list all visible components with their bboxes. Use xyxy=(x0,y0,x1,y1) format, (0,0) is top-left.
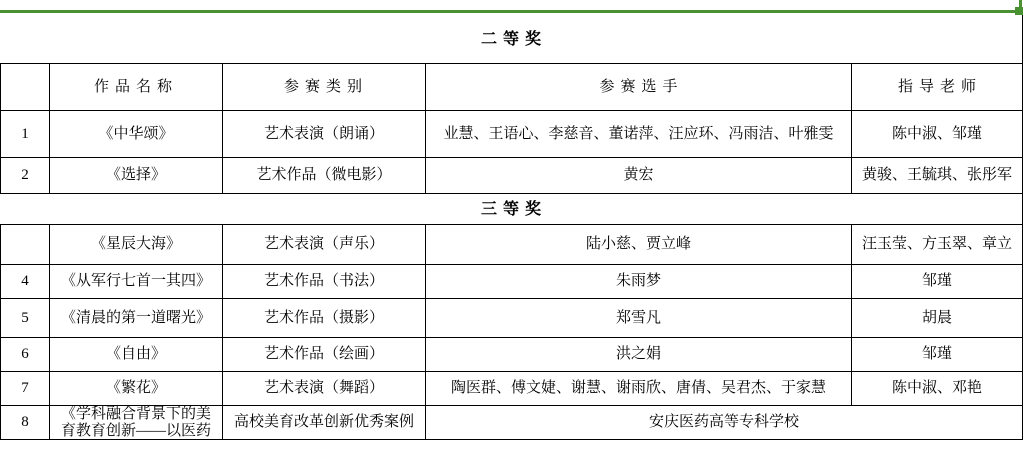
cell-category[interactable]: 艺术作品（摄影） xyxy=(222,299,425,338)
column-header-category[interactable]: 参赛类别 xyxy=(222,63,425,111)
cell-contestants[interactable]: 洪之娟 xyxy=(425,338,851,372)
section-row-second-prize xyxy=(0,15,1023,63)
column-header-num[interactable] xyxy=(0,63,49,111)
cell-contestants[interactable]: 陆小慈、贾立峰 xyxy=(425,225,851,265)
cell-category[interactable]: 艺术作品（书法） xyxy=(222,265,425,299)
green-divider-line[interactable] xyxy=(0,10,1015,13)
cell-work-title[interactable]: 《自由》 xyxy=(49,338,222,372)
cell-row-number[interactable]: 4 xyxy=(0,265,49,299)
cell-row-number[interactable]: 2 xyxy=(0,158,49,194)
section-row-third-prize xyxy=(0,194,1023,225)
cell-category[interactable]: 艺术表演（舞蹈） xyxy=(222,372,425,406)
cell-work-title[interactable]: 《学科融合背景下的美育教育创新——以医药 xyxy=(49,406,222,440)
cell-work-title[interactable]: 《中华颂》 xyxy=(49,111,222,158)
cell-contestants[interactable]: 黄宏 xyxy=(425,158,851,194)
cell-contestants[interactable]: 业慧、王语心、李慈音、董诺萍、汪应环、冯雨洁、叶雅雯 xyxy=(425,111,851,158)
table-row xyxy=(0,111,1023,158)
cell-teachers[interactable]: 黄骏、王毓琪、张彤军 xyxy=(851,158,1023,194)
table-row xyxy=(0,299,1023,338)
cell-work-title[interactable]: 《清晨的第一道曙光》 xyxy=(49,299,222,338)
cell-category[interactable]: 艺术表演（声乐） xyxy=(222,225,425,265)
cell-row-number[interactable]: 8 xyxy=(0,406,49,440)
cell-row-number[interactable] xyxy=(0,225,49,265)
cell-teachers[interactable]: 邹瑾 xyxy=(851,265,1023,299)
cell-row-number[interactable]: 6 xyxy=(0,338,49,372)
table-row xyxy=(0,158,1023,194)
cell-contestants[interactable]: 朱雨梦 xyxy=(425,265,851,299)
cell-row-number[interactable]: 5 xyxy=(0,299,49,338)
header-row xyxy=(0,63,1023,111)
cell-teachers[interactable]: 胡晨 xyxy=(851,299,1023,338)
cell-row-number[interactable]: 1 xyxy=(0,111,49,158)
section-title-third-prize[interactable]: 三等奖 xyxy=(0,194,1023,225)
column-header-work[interactable]: 作品名称 xyxy=(49,63,222,111)
cell-teachers[interactable]: 陈中淑、邓艳 xyxy=(851,372,1023,406)
cell-contestants[interactable]: 郑雪凡 xyxy=(425,299,851,338)
cell-category[interactable]: 艺术作品（微电影） xyxy=(222,158,425,194)
table-row xyxy=(0,225,1023,265)
cell-row-number[interactable]: 7 xyxy=(0,372,49,406)
cell-teachers[interactable]: 陈中淑、邹瑾 xyxy=(851,111,1023,158)
table-row xyxy=(0,406,1023,440)
selection-drag-handle[interactable] xyxy=(1015,7,1023,15)
column-header-teacher[interactable]: 指导老师 xyxy=(851,63,1023,111)
award-table xyxy=(0,15,1023,440)
cell-work-title[interactable]: 《从军行七首一其四》 xyxy=(49,265,222,299)
cell-work-title[interactable]: 《繁花》 xyxy=(49,372,222,406)
cell-category[interactable]: 艺术作品（绘画） xyxy=(222,338,425,372)
cell-category[interactable]: 高校美育改革创新优秀案例 xyxy=(222,406,425,440)
cell-category[interactable]: 艺术表演（朗诵） xyxy=(222,111,425,158)
cell-teachers[interactable]: 邹瑾 xyxy=(851,338,1023,372)
selection-tick xyxy=(1019,0,1022,8)
table-row xyxy=(0,265,1023,299)
cell-school[interactable]: 安庆医药高等专科学校 xyxy=(425,406,1023,440)
cell-teachers[interactable]: 汪玉莹、方玉翠、章立 xyxy=(851,225,1023,265)
cell-work-title[interactable]: 《星辰大海》 xyxy=(49,225,222,265)
table-row xyxy=(0,372,1023,406)
cell-work-title[interactable]: 《选择》 xyxy=(49,158,222,194)
cell-contestants[interactable]: 陶医群、傅文婕、谢慧、谢雨欣、唐倩、吴君杰、于家慧 xyxy=(425,372,851,406)
section-title-second-prize[interactable]: 二等奖 xyxy=(0,15,1023,63)
column-header-contestants[interactable]: 参赛选手 xyxy=(425,63,851,111)
table-row xyxy=(0,338,1023,372)
